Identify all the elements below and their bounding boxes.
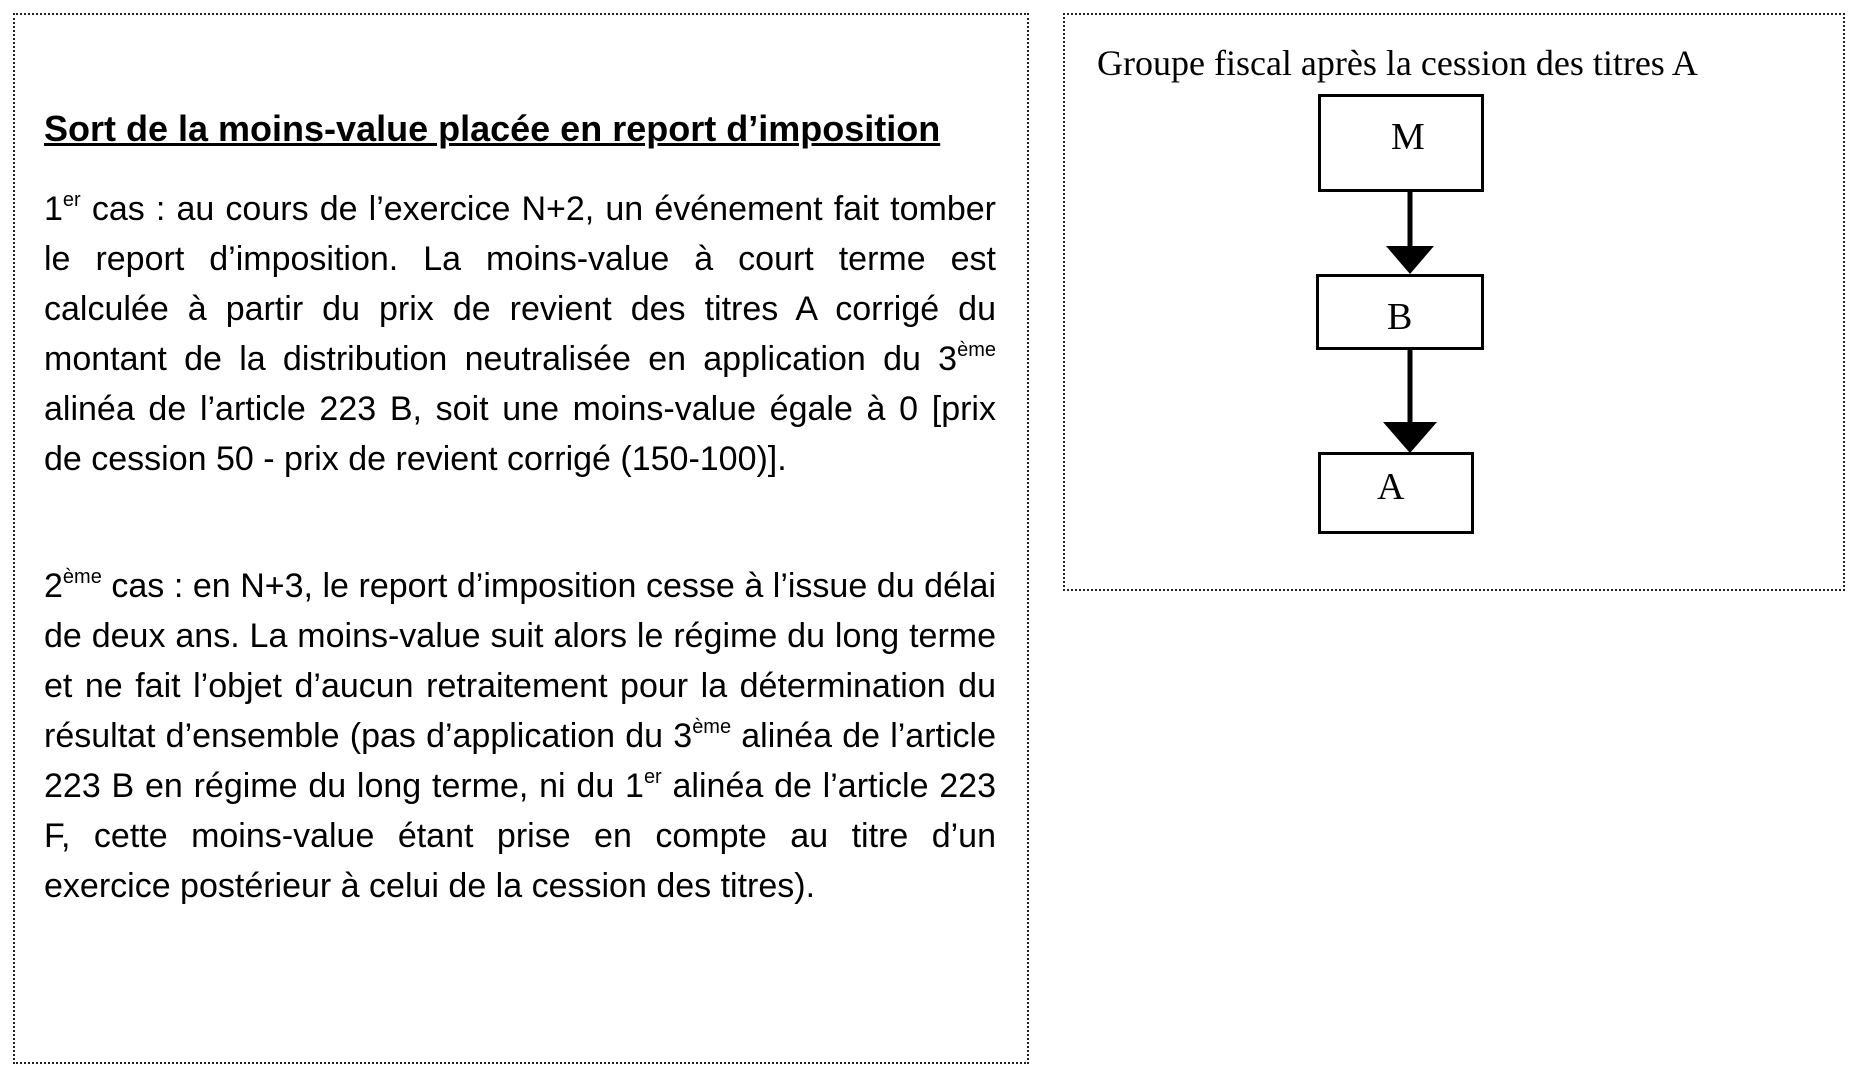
section-heading: Sort de la moins-value placée en report d’imposition	[44, 108, 941, 149]
case-1-number: 1	[44, 190, 63, 228]
entity-b-label: B	[1387, 296, 1413, 338]
ordinal-suffix: ème	[957, 339, 996, 361]
case-2-paragraph	[44, 561, 996, 911]
ordinal-suffix: er	[643, 766, 662, 788]
entity-b-box	[1316, 274, 1484, 350]
case-1-text-a: cas : au cours de l’exercice N+2, un événement fait tomber le report d’imposition. La moins-value à court terme est calculée à partir du prix de revient des titres A corrigé du montant de la distribution neutralisée en application du 3	[44, 190, 996, 378]
case-2-number: 2	[44, 567, 63, 605]
case-2-text-b: alinéa de l’article 223 B en régime du long terme, ni du 1	[44, 717, 996, 805]
entity-m-label: M	[1391, 116, 1425, 158]
diagram-title: Groupe fiscal après la cession des titres A	[1097, 43, 1698, 83]
entity-a-label: A	[1377, 466, 1405, 508]
ordinal-suffix: ème	[692, 716, 732, 738]
case-1-paragraph	[44, 184, 996, 484]
entity-m-box	[1318, 94, 1484, 192]
ordinal-suffix: er	[62, 189, 81, 211]
ordinal-suffix: ème	[62, 566, 102, 588]
case-1-text-b: alinéa de l’article 223 B, soit une moins-value égale à 0 [prix de cession 50 - prix de revient corrigé (150-100)].	[44, 390, 996, 478]
entity-a-box	[1318, 452, 1474, 534]
case-2-text-c: alinéa de l’article 223 F, cette moins-value étant prise en compte au titre d’un exercice postérieur à celui de la cession des titres).	[44, 767, 996, 905]
case-2-text-a: cas : en N+3, le report d’imposition cesse à l’issue du délai de deux ans. La moins-value suit alors le régime du long terme et ne fait l’objet d’aucun retraitement pour la détermination du résultat d’ensemble (pas d’application du 3	[44, 567, 996, 755]
